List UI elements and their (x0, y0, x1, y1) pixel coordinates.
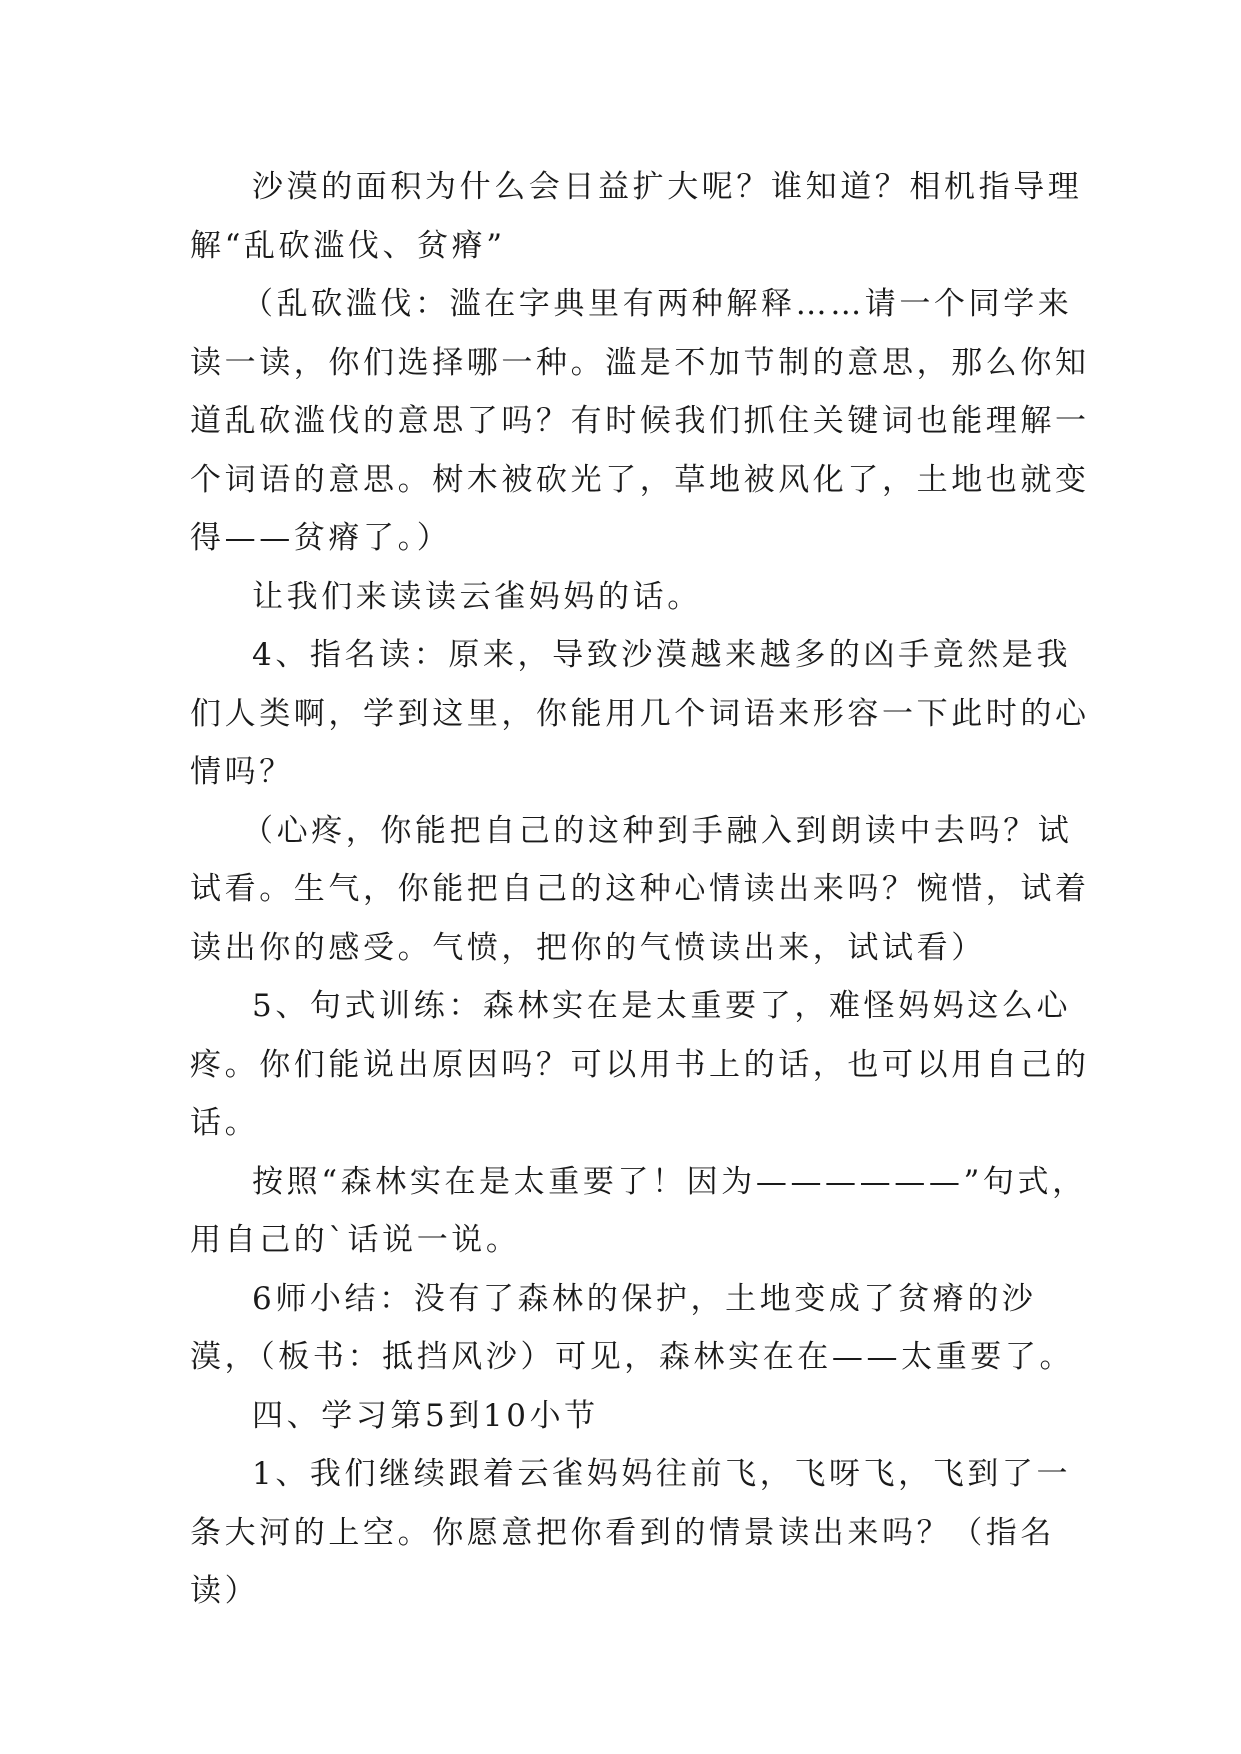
document-body (190, 158, 1090, 1621)
paragraph-7: 按照“森林实在是太重要了！因为——————”句式，用自己的`话说一说。 (190, 1163, 1087, 1258)
paragraph-4: 4、指名读：原来，导致沙漠越来越多的凶手竟然是我们人类啊，学到这里，你能用几个词语来形容一下此时的心情吗？ (190, 637, 1090, 790)
paragraph-10: 1、我们继续跟着云雀妈妈往前飞，飞呀飞，飞到了一条大河的上空。你愿意把你看到的情景读出来吗？（指名读） (190, 1456, 1072, 1609)
paragraph-8: 6师小结：没有了森林的保护，土地变成了贫瘠的沙漠，（板书：抵挡风沙）可见，森林实在在——太重要了。 (190, 1280, 1075, 1375)
paragraph-6: 5、句式训练：森林实在是太重要了，难怪妈妈这么心疼。你们能说出原因吗？可以用书上的话，也可以用自己的话。 (190, 988, 1090, 1141)
paragraph-2: （乱砍滥伐：滥在字典里有两种解释……请一个同学来读一读，你们选择哪一种。滥是不加节制的意思，那么你知道乱砍滥伐的意思了吗？有时候我们抓住关键词也能理解一个词语的意思。树木被砍光了，草地被风化了，土地也就变得——贫瘠了。） (190, 286, 1090, 556)
paragraph-1: 沙漠的面积为什么会日益扩大呢？谁知道？相机指导理解“乱砍滥伐、贫瘠” (190, 169, 1083, 264)
section-heading: 四、学习第5到10小节 (252, 1397, 599, 1434)
paragraph-5: （心疼，你能把自己的这种到手融入到朗读中去吗？试试看。生气，你能把自己的这种心情读出来吗？惋惜，试着读出你的感受。气愤，把你的气愤读出来，试试看） (190, 812, 1090, 966)
paragraph-3: 让我们来读读云雀妈妈的话。 (252, 578, 702, 615)
